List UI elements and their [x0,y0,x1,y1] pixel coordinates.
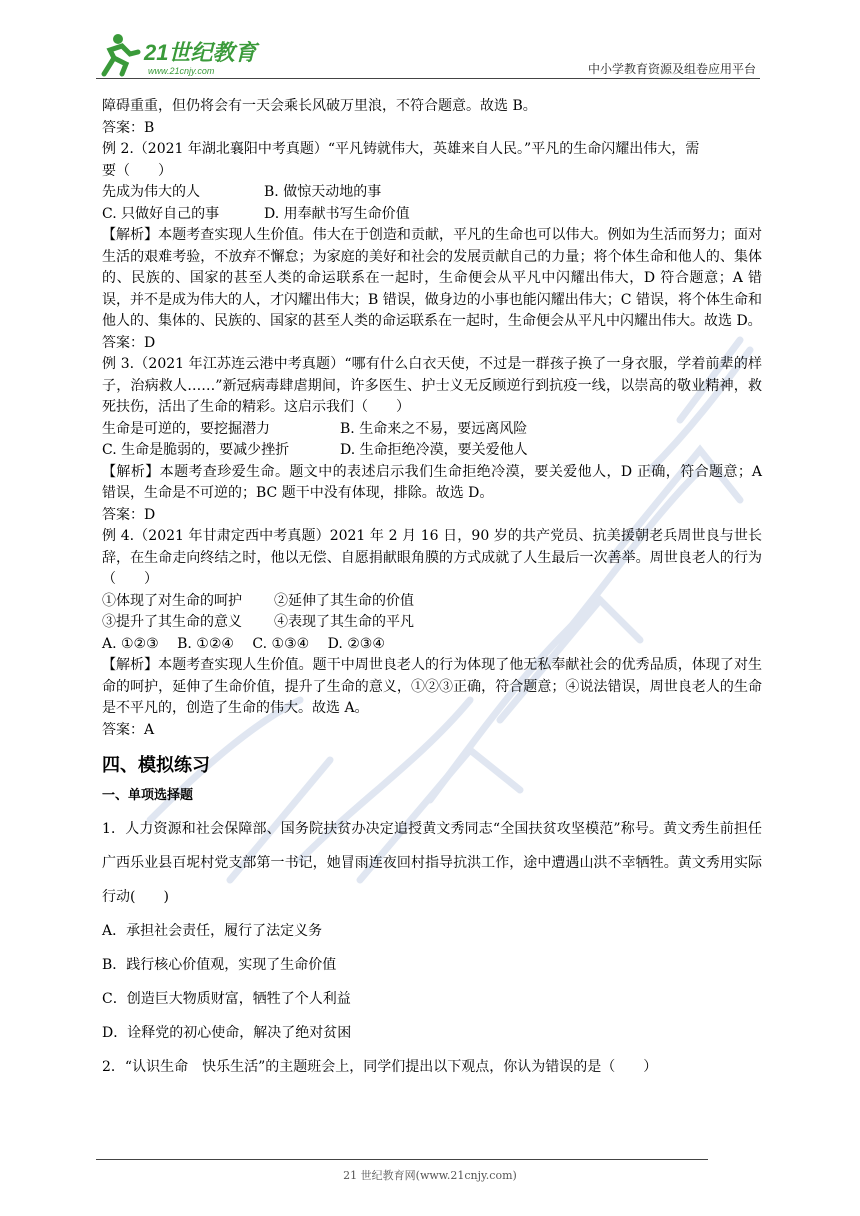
statement-1: ①体现了对生命的呵护 [102,592,242,609]
options-row [102,204,762,226]
options-row [102,612,762,634]
answer: 答案：D [102,506,156,523]
option-b: B. 生命来之不易，要远离风险 [340,420,528,437]
question-1-stem: 1．人力资源和社会保障部、国务院扶贫办决定追授黄文秀同志“全国扶贫攻坚模范”称号。黄文秀生前担任广西乐业县百坭村党支部第一书记，她冒雨连夜回村指导抗洪工作，途中遭遇山洪不幸牺牲。黄文秀用实际行动( ) [102,821,762,905]
options-row [102,182,762,204]
footer-divider [96,1159,708,1160]
statement-3: ③提升了其生命的意义 [102,614,242,630]
platform-title: 中小学教育资源及组卷应用平台 [587,62,756,76]
statement-2: ②延伸了其生命的价值 [274,592,414,609]
answer: 答案：D [102,334,156,351]
option-d: D. 用奉献书写生命价值 [264,205,410,222]
answer: 答案：A [102,721,155,738]
brand-logo [96,30,266,80]
question-1-option-a: A．承担社会责任，履行了法定义务 [102,923,323,939]
question-1-option-b: B．践行核心价值观，实现了生命价值 [102,957,337,973]
svg-text:21世纪教育: 21世纪教育 [144,40,257,65]
statement-4: ④表现了其生命的平凡 [274,614,414,630]
question-1-option-d: D．诠释党的初心使命，解决了绝对贫困 [102,1025,352,1041]
option-d: D. 生命拒绝冷漠，要关爱他人 [340,442,528,458]
runner-icon [104,34,138,74]
options-row [102,419,762,441]
header-divider [96,78,760,79]
choices: A. ①②③ B. ①②④ C. ①③④ D. ②③④ [102,635,385,652]
analysis: 【解析】本题考查实现人生价值。题干中周世良老人的行为体现了他无私奉献社会的优秀品质，体现了对生命的呵护，延伸了生命价值，提升了生命的意义，①②③正确，符合题意；④说法错误，周世良老人的生命是不平凡的，创造了生命的伟大。故选 A。 [102,657,762,716]
option-a: 生命是可逆的，要挖掘潜力 [102,420,270,437]
example-2-stem-cont: 要（ ） [102,162,172,179]
analysis: 【解析】本题考查珍爱生命。题文中的表述启示我们生命拒绝冷漠，要关爱他人，D 正确，符合题意；A 错误，生命是不可逆的；BC 题干中没有体现，排除。故选 D。 [102,463,762,501]
svg-text:www.21cnjy.com: www.21cnjy.com [148,66,215,76]
example-4-stem: 例 4.（2021 年甘肃定西中考真题）2021 年 2 月 16 日，90 岁的共产党员、抗美援朝老兵周世良与世长辞，在生命走向终结之时，他以无偿、自愿捐献眼角膜的方式成就了人生最后一次善举。周世良老人的行为（ ） [102,528,762,587]
option-a: 先成为伟大的人 [102,184,200,200]
example-3-stem: 例 3.（2021 年江苏连云港中考真题）“哪有什么白衣天使，不过是一群孩子换了一身衣服，学着前辈的样子，治病救人……”新冠病毒肆虐期间，许多医生、护士义无反顾逆行到抗疫一线，以崇高的敬业精神，救死扶伤，活出了生命的精彩。这启示我们（ ） [102,356,762,415]
analysis: 【解析】本题考查实现人生价值。伟大在于创造和贡献，平凡的生命也可以伟大。例如为生活而努力；面对生活的艰难考验，不放弃不懈怠；为家庭的美好和社会的发展贡献自己的力量；将个体生命和他人的、集体的、民族的、国家的甚至人类的命运联系在一起时，生命便会从平凡中闪耀出伟大，D 符合题意；A 错误，并不是成为伟大的人，才闪耀出伟大；B 错误，做身边的小事也能闪耀出伟大；C 错误，将个体生命和他人的、集体的、民族的、国家的甚至人类的命运联系在一起时，生命便会从平凡中闪耀出伟大。故选 D。 [102,227,762,329]
question-1-option-c: C．创造巨大物质财富，牺牲了个人利益 [102,991,351,1007]
option-b: B. 做惊天动地的事 [264,184,382,200]
page-header [96,30,760,80]
option-c: C. 生命是脆弱的，要减少挫折 [102,442,290,458]
answer: 答案：B [102,119,155,136]
page-footer: 21 世纪教育网(www.21cnjy.com) [343,1169,517,1182]
document-body [102,96,762,1084]
options-row [102,440,762,462]
subsection-heading: 一、单项选择题 [102,788,194,803]
text-line: 障碍重重，但仍将会有一天会乘长风破万里浪，不符合题意。故选 B。 [102,98,537,114]
question-2-stem: 2．“认识生命 快乐生活”的主题班会上，同学们提出以下观点，你认为错误的是（ ） [102,1059,658,1075]
option-c: C. 只做好自己的事 [102,205,220,222]
example-2-stem: 例 2.（2021 年湖北襄阳中考真题）“平凡铸就伟大，英雄来自人民。”平凡的生命闪耀出伟大，需 [102,141,700,157]
options-row [102,591,762,613]
section-heading: 四、模拟练习 [102,755,210,776]
